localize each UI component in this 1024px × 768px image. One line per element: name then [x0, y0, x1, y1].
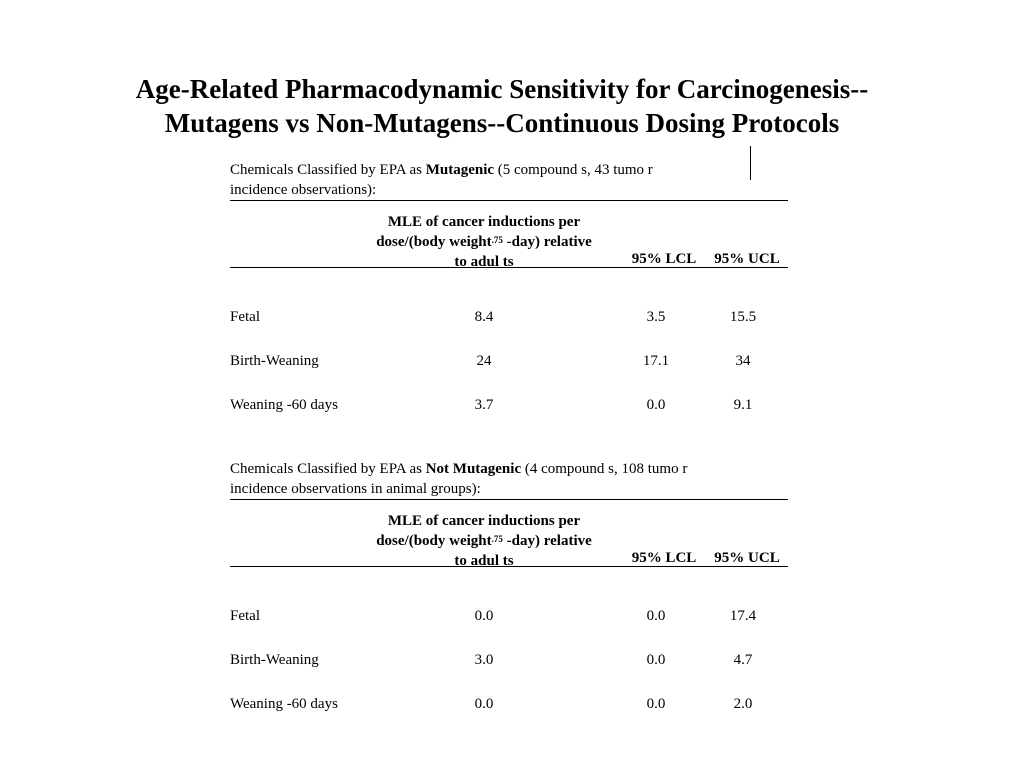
cell-mle: 0.0: [474, 608, 494, 624]
cell-lcl: 3.5: [646, 309, 666, 325]
header-mle: MLE of cancer inductions per dose/(body weight$^{.75}$ -day) relative to adul ts: [376, 214, 592, 270]
header-lcl: 95% LCL: [631, 550, 697, 566]
cell-ucl: 34: [735, 353, 751, 369]
section-caption: Chemicals Classified by EPA as Mutagenic (5 compound s, 43 tumo r incidence observations):: [230, 162, 653, 198]
title-line-2: Mutagens vs Non-Mutagens--Continuous Dosing Protocols: [164, 108, 840, 138]
cell-lcl: 0.0: [646, 608, 666, 624]
row-label: Weaning -60 days: [230, 696, 338, 712]
cell-lcl: 0.0: [646, 652, 666, 668]
header-ucl: 95% UCL: [714, 550, 780, 566]
cell-ucl: 4.7: [733, 652, 753, 668]
row-label: Birth-Weaning: [230, 652, 319, 668]
cell-mle: 8.4: [474, 309, 494, 325]
not-mutagenic-section: [230, 459, 788, 740]
row-label: Weaning -60 days: [230, 397, 338, 413]
table-row: [230, 608, 788, 652]
cell-lcl: 17.1: [642, 353, 670, 369]
header-ucl: 95% UCL: [714, 251, 780, 267]
table-row: [230, 353, 788, 397]
cell-lcl: 0.0: [646, 397, 666, 413]
table-row: [230, 309, 788, 353]
cell-mle: 3.0: [474, 652, 494, 668]
table-row: [230, 696, 788, 740]
text-cursor: [750, 146, 751, 180]
row-label: Fetal: [230, 608, 260, 624]
table-row: [230, 397, 788, 441]
section-caption: Chemicals Classified by EPA as Not Mutagenic (4 compound s, 108 tumo r incidence observations in animal groups):: [230, 461, 688, 497]
header-mle: MLE of cancer inductions per dose/(body weight$^{.75}$ -day) relative to adul ts: [376, 513, 592, 569]
cell-ucl: 2.0: [733, 696, 753, 712]
table-header: [230, 500, 788, 569]
title-line-1: Age-Related Pharmacodynamic Sensitivity for Carcinogenesis--: [135, 74, 869, 104]
cell-mle: 0.0: [474, 696, 494, 712]
cell-lcl: 0.0: [646, 696, 666, 712]
cell-mle: 24: [476, 353, 492, 369]
cell-ucl: 15.5: [729, 309, 757, 325]
row-label: Birth-Weaning: [230, 353, 319, 369]
table-header: [230, 201, 788, 270]
header-lcl: 95% LCL: [631, 251, 697, 267]
row-label: Fetal: [230, 309, 260, 325]
page-title: [0, 72, 1004, 140]
cell-ucl: 9.1: [733, 397, 753, 413]
cell-mle: 3.7: [474, 397, 494, 413]
mutagenic-section: [230, 160, 788, 441]
table-row: [230, 652, 788, 696]
cell-ucl: 17.4: [729, 608, 757, 624]
